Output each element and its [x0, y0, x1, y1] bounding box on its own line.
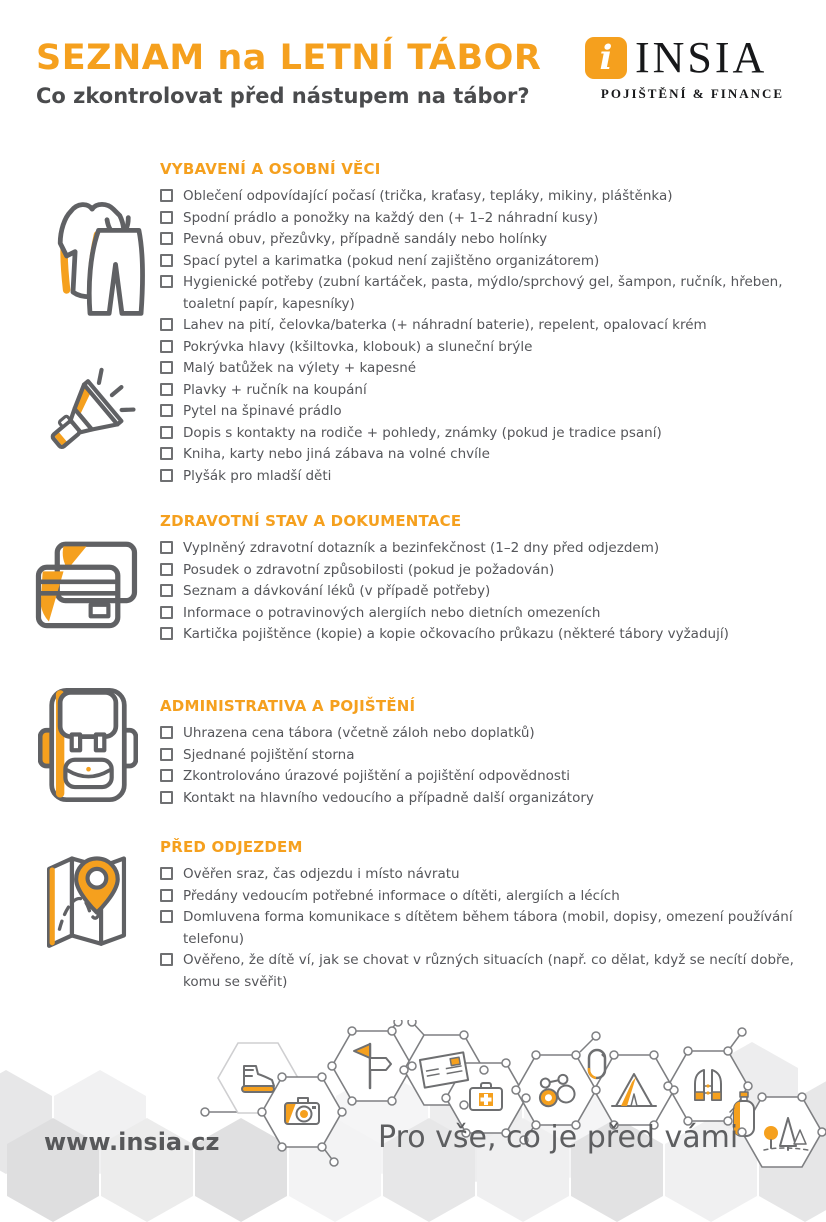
checkbox[interactable]	[160, 361, 173, 374]
checkbox[interactable]	[160, 627, 173, 640]
checkbox[interactable]	[160, 275, 173, 288]
clothes-icon	[34, 190, 146, 324]
backpack-icon	[38, 684, 138, 806]
checklist-item	[160, 950, 808, 993]
checklist-item	[160, 560, 808, 582]
website-link[interactable]: www.insia.cz	[44, 1128, 220, 1156]
checklist-item-label: Pokrývka hlavy (kšiltovka, klobouk) a sluneční brýle	[183, 338, 533, 355]
checklist-item-label: Domluvena forma komunikace s dítětem během tábora (mobil, dopisy, omezení používání telefonu)	[183, 909, 793, 947]
checklist-item	[160, 538, 808, 560]
checkbox[interactable]	[160, 606, 173, 619]
checklist-item	[160, 581, 808, 603]
page-title: SEZNAM na LETNÍ TÁBOR	[36, 38, 542, 78]
checklist-item	[160, 886, 808, 908]
checkbox[interactable]	[160, 748, 173, 761]
checklist-item-label: Hygienické potřeby (zubní kartáček, pasta, mýdlo/sprchový gel, šampon, ručník, hřeben, toaletní papír, kapesníky)	[183, 274, 783, 312]
insia-logo-icon: i	[585, 37, 627, 79]
insia-logo-name: INSIA	[635, 33, 768, 82]
checklist-item	[160, 788, 808, 810]
flashlight-icon	[36, 358, 140, 464]
checkbox[interactable]	[160, 426, 173, 439]
checklist-item-label: Ověřen sraz, čas odjezdu i místo návratu	[183, 866, 460, 882]
section-departure	[160, 838, 808, 993]
checkbox[interactable]	[160, 563, 173, 576]
checklist-item	[160, 466, 808, 488]
section-title: PŘED ODJEZDEM	[160, 838, 303, 856]
first-aid-icon	[470, 1083, 502, 1110]
insia-logo-tagline: POJIŠTĚNÍ & FINANCE	[600, 86, 785, 101]
checkbox[interactable]	[160, 211, 173, 224]
checklist-item-label: Spací pytel a karimatka (pokud není zajištěno organizátorem)	[183, 252, 600, 269]
checklist-item	[160, 358, 808, 380]
checkbox[interactable]	[160, 791, 173, 804]
checklist-item-label: Dopis s kontakty na rodiče + pohledy, známky (pokud je tradice psaní)	[183, 424, 662, 441]
checkbox[interactable]	[160, 953, 173, 966]
checklist-item-label: Informace o potravinových alergiích nebo dietních omezeních	[183, 604, 601, 621]
checklist-item	[160, 229, 808, 251]
checkbox[interactable]	[160, 318, 173, 331]
checklist-item	[160, 272, 808, 315]
section-title: ADMINISTRATIVA A POJIŠTĚNÍ	[160, 697, 416, 715]
insurance-card-icon	[32, 538, 142, 634]
checklist-item-label: Kontakt na hlavního vedoucího a případně další organizátory	[183, 789, 594, 806]
checklist-item	[160, 864, 808, 886]
checklist-item-label: Pevná obuv, přezůvky, případně sandály nebo holínky	[183, 231, 548, 247]
checkbox[interactable]	[160, 469, 173, 482]
checkbox[interactable]	[160, 584, 173, 597]
checkbox[interactable]	[160, 447, 173, 460]
checklist-item	[160, 401, 808, 423]
checkbox[interactable]	[160, 340, 173, 353]
checklist-item-label: Lahev na pití, čelovka/baterka (+ náhradní baterie), repelent, opalovací krém	[183, 317, 707, 333]
checklist-item	[160, 186, 808, 208]
checklist-item-label: Malý batůžek na výlety + kapesné	[183, 360, 417, 376]
checklist-item	[160, 907, 808, 950]
checklist-item	[160, 380, 808, 402]
checklist-item-label: Spodní prádlo a ponožky na každý den (+ 1–2 náhradní kusy)	[183, 209, 599, 226]
checklist-item	[160, 723, 808, 745]
checkbox[interactable]	[160, 383, 173, 396]
checkbox[interactable]	[160, 232, 173, 245]
checklist-item	[160, 766, 808, 788]
section-health	[160, 512, 808, 646]
checklist-item	[160, 208, 808, 230]
checkbox[interactable]	[160, 541, 173, 554]
checklist-item	[160, 444, 808, 466]
checklist-item	[160, 603, 808, 625]
checkbox[interactable]	[160, 910, 173, 923]
checklist-item-label: Oblečení odpovídající počasí (trička, kraťasy, tepláky, mikiny, pláštěnka)	[183, 188, 673, 204]
checkbox[interactable]	[160, 889, 173, 902]
checklist-item-label: Pytel na špinavé prádlo	[183, 403, 342, 419]
checkbox[interactable]	[160, 404, 173, 417]
checkbox[interactable]	[160, 254, 173, 267]
checklist-item-label: Předány vedoucím potřebné informace o dítěti, alergiích a lécích	[183, 887, 620, 904]
section-title: ZDRAVOTNÍ STAV A DOKUMENTACE	[160, 512, 462, 530]
checkbox[interactable]	[160, 867, 173, 880]
checkbox[interactable]	[160, 769, 173, 782]
insia-logo	[585, 33, 800, 102]
section-title: VYBAVENÍ A OSOBNÍ VĚCI	[160, 160, 381, 178]
checklist-item-label: Plavky + ručník na koupání	[183, 381, 367, 398]
checklist-item-label: Uhrazena cena tábora (včetně záloh nebo doplatků)	[183, 725, 535, 741]
checklist-item-label: Vyplněný zdravotní dotazník a bezinfekčnost (1–2 dny před odjezdem)	[183, 540, 660, 556]
checklist-item-label: Kniha, karty nebo jiná zábava na volné chvíle	[183, 446, 490, 462]
page-subtitle: Co zkontrolovat před nástupem na tábor?	[36, 84, 530, 108]
map-icon	[36, 846, 136, 950]
section-admin	[160, 697, 808, 809]
checklist-item-label: Kartička pojištěnce (kopie) a kopie očkovacího průkazu (některé tábory vyžadují)	[183, 626, 729, 642]
checklist-item	[160, 337, 808, 359]
checklist-item	[160, 315, 808, 337]
checklist-item-label: Seznam a dávkování léků (v případě potřeby)	[183, 583, 491, 599]
checkbox[interactable]	[160, 189, 173, 202]
footer-slogan: Pro vše, co je před vámi	[378, 1120, 739, 1155]
checklist-item-label: Ověřeno, že dítě ví, jak se chovat v různých situacích (např. co dělat, když se necítí dobře, komu se svěřit)	[183, 952, 794, 990]
checklist-item	[160, 251, 808, 273]
checkbox[interactable]	[160, 726, 173, 739]
checklist-item-label: Posudek o zdravotní způsobilosti (pokud je požadován)	[183, 561, 555, 578]
checklist-item	[160, 423, 808, 445]
checklist-item-label: Plyšák pro mladší děti	[183, 467, 332, 484]
section-equipment	[160, 160, 808, 487]
checklist-item	[160, 745, 808, 767]
checklist-item-label: Sjednané pojištění storna	[183, 746, 355, 763]
checklist-item-label: Zkontrolováno úrazové pojištění a pojištění odpovědnosti	[183, 768, 570, 784]
checklist-item	[160, 624, 808, 646]
